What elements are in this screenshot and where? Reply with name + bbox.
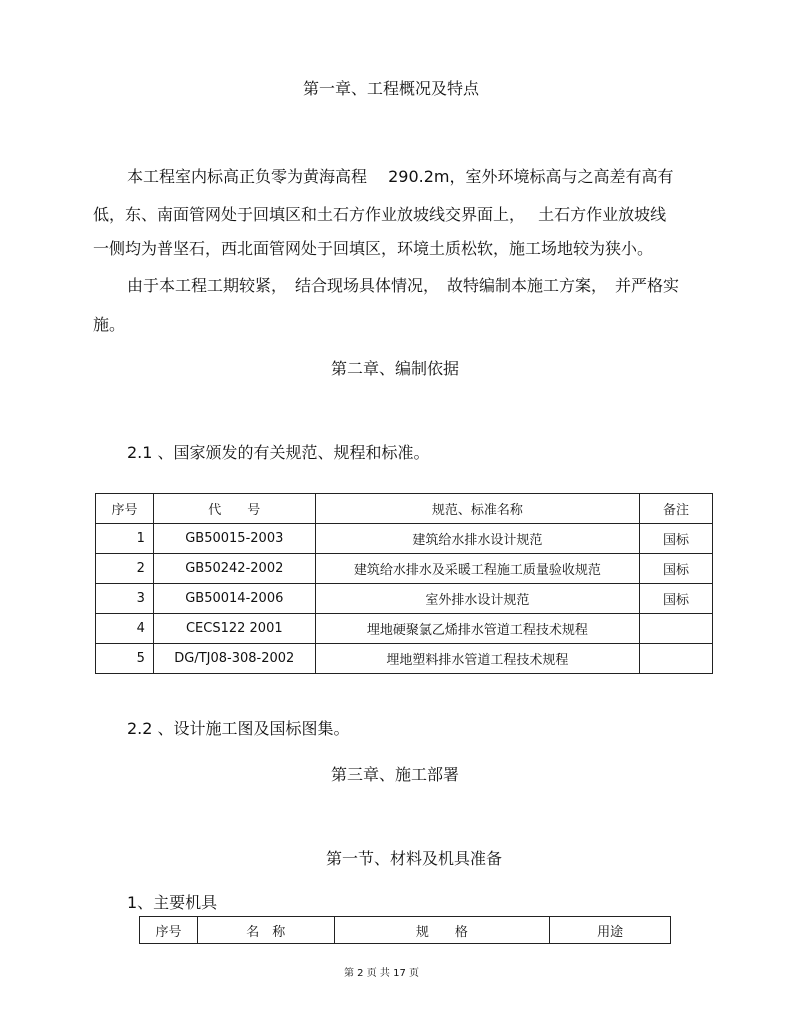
row-remark — [640, 614, 713, 644]
table-row — [96, 584, 713, 614]
chapter1-para1-line3: 一侧均为普坚石，西北面管网处于回填区，环境土质松软，施工场地较为狭小。 — [93, 239, 654, 258]
row-name: 埋地硬聚氯乙烯排水管道工程技术规程 — [315, 614, 639, 644]
chapter1-para1-line2: 低，东、南面管网处于回填区和土石方作业放坡线交界面上， 土石方作业放坡线 — [93, 205, 667, 224]
page-footer: 第 2 页 共 17 页 — [344, 968, 419, 979]
item-main-tools: 1、主要机具 — [127, 893, 218, 912]
row-number: 5 — [96, 644, 154, 674]
col-header-spec: 规 格 — [334, 917, 550, 944]
row-name: 建筑给水排水设计规范 — [315, 524, 639, 554]
col-header-name: 名 称 — [197, 917, 334, 944]
tools-table — [139, 916, 671, 944]
row-remark: 国标 — [640, 524, 713, 554]
col-header-code: 代 号 — [153, 494, 315, 524]
chapter1-para2-line2: 施。 — [93, 315, 126, 334]
table-row — [96, 644, 713, 674]
chapter1-title: 第一章、工程概况及特点 — [303, 79, 480, 98]
section-2-1: 2.1 、国家颁发的有关规范、规程和标准。 — [127, 443, 430, 462]
col-header-usage: 用途 — [550, 917, 671, 944]
row-number: 3 — [96, 584, 154, 614]
row-code: GB50015-2003 — [153, 524, 315, 554]
table-row — [96, 554, 713, 584]
row-number: 4 — [96, 614, 154, 644]
row-code: GB50242-2002 — [153, 554, 315, 584]
row-remark: 国标 — [640, 584, 713, 614]
standards-table — [95, 493, 713, 674]
row-remark — [640, 644, 713, 674]
table-row — [96, 614, 713, 644]
section-2-2: 2.2 、设计施工图及国标图集。 — [127, 719, 350, 738]
chapter3-title: 第三章、施工部署 — [331, 765, 460, 784]
row-code: CECS122 2001 — [153, 614, 315, 644]
row-code: GB50014-2006 — [153, 584, 315, 614]
row-remark: 国标 — [640, 554, 713, 584]
col-header-remark: 备注 — [640, 494, 713, 524]
row-number: 2 — [96, 554, 154, 584]
section-1-title: 第一节、材料及机具准备 — [326, 849, 503, 868]
row-name: 建筑给水排水及采暖工程施工质量验收规范 — [315, 554, 639, 584]
col-header-number: 序号 — [96, 494, 154, 524]
table-row — [96, 524, 713, 554]
chapter1-para2-line1: 由于本工程工期较紧， 结合现场具体情况， 故特编制本施工方案， 并严格实 — [127, 276, 680, 295]
col-header-number: 序号 — [140, 917, 198, 944]
row-code: DG/TJ08-308-2002 — [153, 644, 315, 674]
chapter1-para1-line1: 本工程室内标高正负零为黄海高程 290.2m，室外环境标高与之高差有高有 — [127, 167, 674, 186]
col-header-name: 规范、标准名称 — [315, 494, 639, 524]
row-name: 室外排水设计规范 — [315, 584, 639, 614]
chapter2-title: 第二章、编制依据 — [331, 359, 460, 378]
row-number: 1 — [96, 524, 154, 554]
standards-table-header — [96, 494, 713, 524]
tools-table-header — [140, 917, 671, 944]
row-name: 埋地塑料排水管道工程技术规程 — [315, 644, 639, 674]
